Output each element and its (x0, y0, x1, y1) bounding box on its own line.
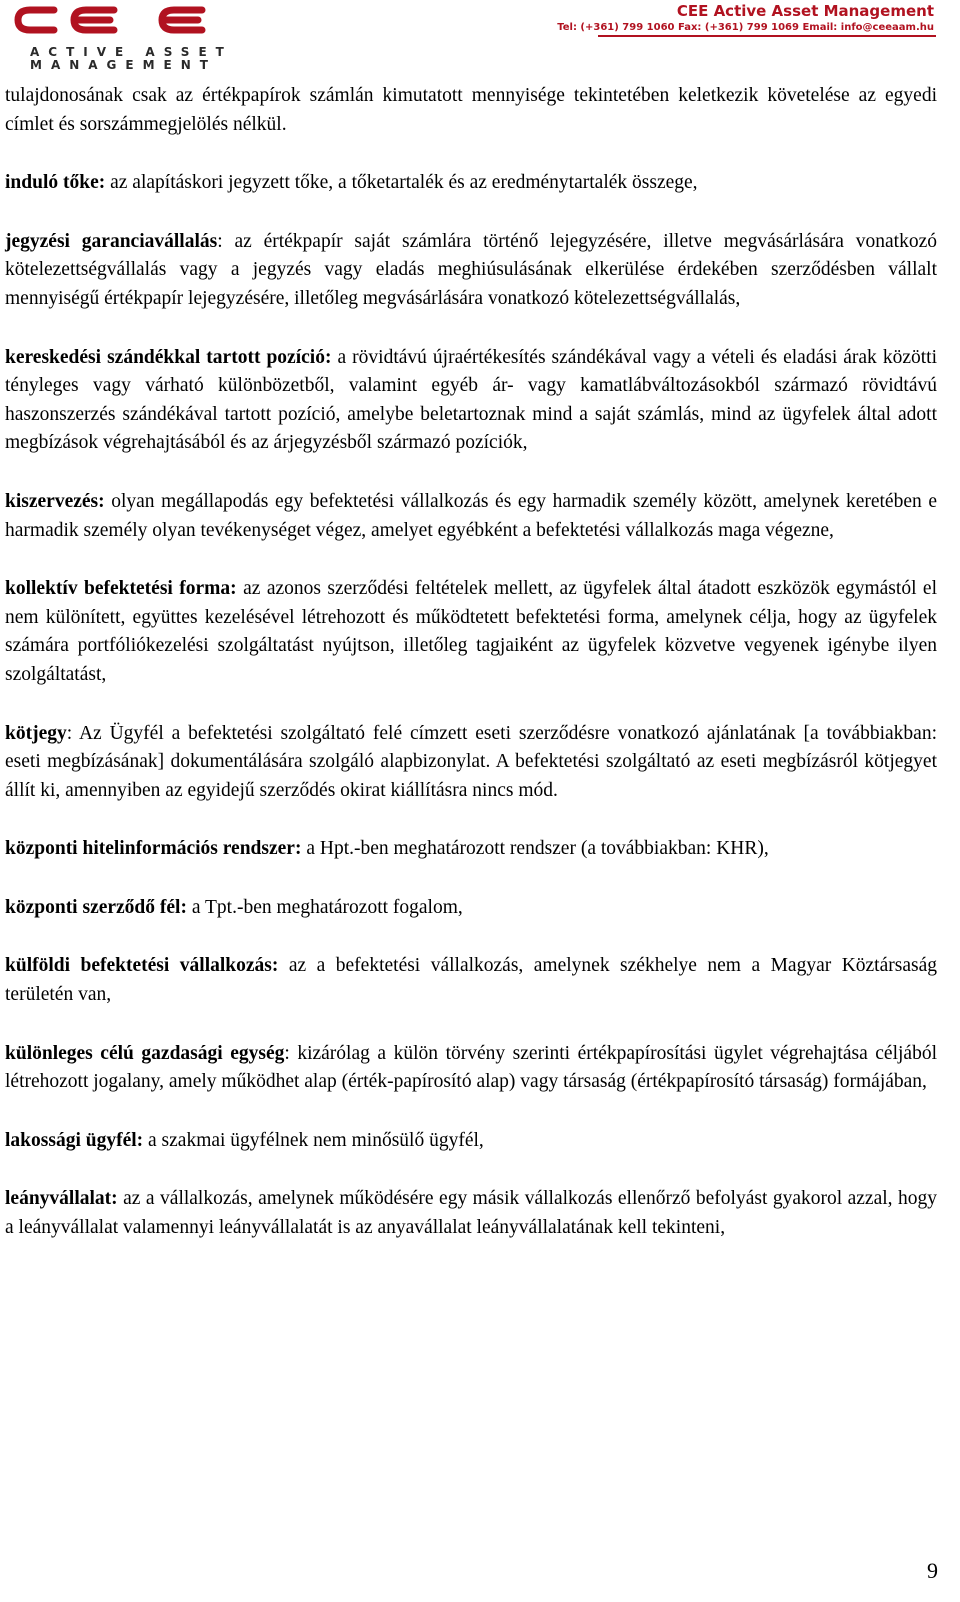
page-number: 9 (927, 1558, 938, 1583)
definition-term: kereskedési szándékkal tartott pozíció: (5, 346, 332, 368)
definition-term: leányvállalat: (5, 1188, 118, 1210)
definition-text: a Tpt.-ben meghatározott fogalom, (186, 896, 463, 918)
definition-text: olyan megállapodás egy befektetési vállalkozás és egy harmadik személy között, amelynek keretében e harmadik személy olyan tevékenységet végez, amelyet egyébként a befektetési vállalkozás maga végezne, (5, 490, 937, 541)
definition-induló-tőke (5, 169, 937, 198)
definition-jegyzési-garanciavállalás (5, 228, 937, 314)
paragraph-text: tulajdonosának csak az értékpapírok számlán kimutatott mennyisége tekintetében keletkezik követelése az egyedi címlet és sorszámmegjelölés nélkül. (5, 85, 937, 135)
definition-text: : az értékpapír saját számlára történő lejegyzésére, illetve megvásárlására vonatkozó kötelezettségvállalás vagy a jegyzés vagy eladás meghiúsulásának elkerülése érdekében szerződésben vállalt mennyiségű értékpapír lejegyzésére, illetőleg megvásárlására vonatkozó kötelezettségvállalás, (5, 230, 937, 309)
definition-text: az a vállalkozás, amelynek működésére egy másik vállalkozás ellenőrző befolyást gyakorol azzal, hogy a leányvállalat valamennyi leányvállalatát is az anyavállalat leányvállalatának kell tekinteni, (5, 1188, 937, 1239)
definition-kollektív-befektetési-forma (5, 575, 937, 689)
contact-line: Tel: (+361) 799 1060 Fax: (+361) 799 1069 Email: info@ceeaam.hu (557, 22, 934, 33)
definition-term: jegyzési garanciavállalás (5, 230, 218, 252)
definition-text: az a befektetési vállalkozás, amelynek székhelye nem a Magyar Köztársaság területén van, (5, 955, 937, 1006)
definition-leányvállalat (5, 1185, 937, 1242)
logo-subtitle-line2: MANAGEMENT (30, 58, 217, 72)
definition-term: központi szerződő fél: (5, 896, 187, 918)
definition-term: kiszervezés: (5, 490, 105, 512)
definition-text: a rövidtávú újraértékesítés szándékával vagy a vételi és eladási árak közötti tényleges vagy várható különbözetből, valamint egyéb ár- vagy kamatlábváltozásokból származó rövidtávú haszonszerzés szándékával tartott pozíció, amelybe beletartoznak mind a saját számlás, mind az ügyfelek által adott megbízások végrehajtásából és az árjegyzésből származó pozíciók, (5, 346, 937, 454)
definition-kiszervezés (5, 488, 937, 545)
logo-subtitle-line1: ACTIVE ASSET (30, 45, 233, 59)
definition-term: kötjegy (5, 722, 67, 744)
company-name: CEE Active Asset Management (676, 2, 934, 20)
definition-lakossági-ügyfél (5, 1127, 937, 1156)
cee-logo (14, 4, 234, 72)
definition-text: : Az Ügyfél a befektetési szolgáltató felé címzett eseti szerződésre vonatkozó ajánlatának [a továbbiakban: eseti megbízásának] dokumentálására szolgáló alapbizonylat. A befektetési szolgáltató az eseti megbízásról kötjegyet állít ki, amennyiben az egyidejű szerződés okirat kiállításra nincs mód. (5, 722, 937, 801)
definition-text: a szakmai ügyfélnek nem minősülő ügyfél, (143, 1129, 484, 1151)
definition-kötjegy (5, 720, 937, 806)
header-divider (598, 35, 936, 37)
definition-kereskedési-pozíció (5, 344, 937, 458)
definition-központi-szerződő-fél (5, 894, 937, 923)
definition-term: központi hitelinformációs rendszer: (5, 838, 302, 860)
definition-term: induló tőke: (5, 172, 106, 194)
definition-term: külföldi befektetési vállalkozás: (5, 955, 279, 977)
definition-text: az azonos szerződési feltételek mellett, az ügyfelek által átadott eszközök egymástól el nem különített, együttes kezelésével létrehozott és működtetett befektetési forma, amelynek célja, hogy az ügyfelek számára portfóliókezelési szolgáltatást nyújtson, illetőleg tagjaiként az ügyfelek közvetve vegyenek igénybe ilyen szolgáltatást, (5, 578, 937, 685)
definition-központi-hitelinformációs-rendszer (5, 835, 937, 864)
definition-text: : kizárólag a külön törvény szerinti értékpapírosítási ügylet végrehajtása céljából létrehozott jogalany, amely működhet alap (érték-papírosító alap) vagy társaság (értékpapírosító társaság) formájában, (5, 1042, 937, 1093)
definition-különleges-célú-gazdasági-egység (5, 1040, 937, 1097)
definition-text: az alapításkori jegyzett tőke, a tőketartalék és az eredménytartalék összege, (105, 172, 698, 194)
cee-logo-mark (14, 4, 214, 44)
definition-term: kollektív befektetési forma: (5, 578, 237, 600)
document-body (5, 82, 937, 1273)
page-header (0, 0, 960, 70)
paragraph-continuation (5, 82, 937, 139)
definition-text: a Hpt.-ben meghatározott rendszer (a továbbiakban: KHR), (301, 838, 769, 860)
definition-term: lakossági ügyfél: (5, 1129, 144, 1151)
definition-külföldi-befektetési-vállalkozás (5, 952, 937, 1009)
definition-term: különleges célú gazdasági egység (5, 1042, 285, 1064)
